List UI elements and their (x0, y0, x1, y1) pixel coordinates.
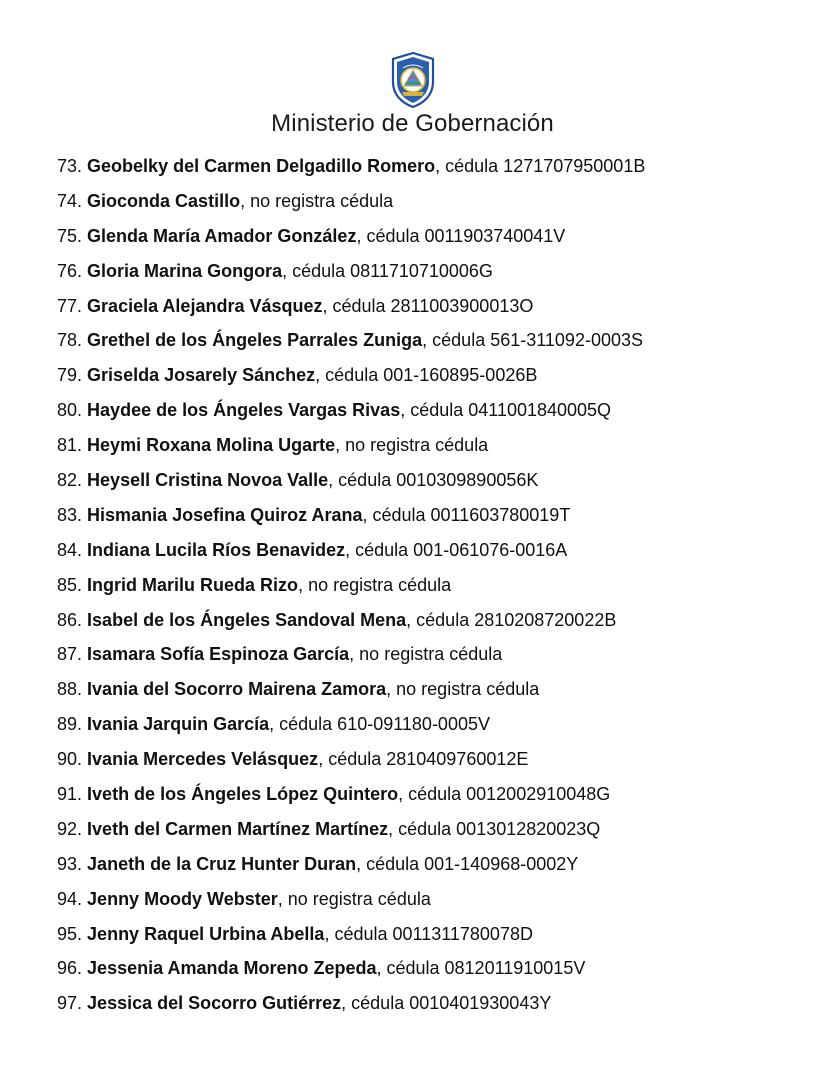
item-number: 87. (57, 644, 83, 665)
id-detail: , cédula 0411001840005Q (400, 400, 612, 421)
id-detail: , no registra cédula (277, 888, 431, 909)
person-name: Iveth de los Ángeles López Quintero (87, 784, 399, 805)
person-name: Griselda Josarely Sánchez (87, 365, 316, 386)
id-detail: , cédula 0011603780019T (362, 504, 571, 525)
id-detail: , cédula 001-160895-0026B (315, 365, 538, 386)
person-name: Indiana Lucila Ríos Benavidez (87, 539, 346, 560)
person-name: Ivania Jarquin García (87, 714, 270, 735)
item-number: 86. (57, 609, 83, 630)
item-number: 96. (57, 958, 83, 979)
person-name: Iveth del Carmen Martínez Martínez (87, 818, 389, 839)
id-detail: , cédula 2811003900013O (322, 295, 534, 316)
list-item (57, 884, 645, 919)
item-number: 82. (57, 470, 83, 491)
list-item (57, 535, 645, 570)
names-list (57, 151, 645, 1023)
id-detail: , cédula 561-311092-0003S (422, 330, 643, 351)
person-name: Jenny Raquel Urbina Abella (87, 923, 325, 944)
person-name: Glenda María Amador González (87, 225, 357, 246)
list-item (57, 988, 645, 1023)
list-item (57, 360, 645, 395)
item-number: 89. (57, 714, 83, 735)
id-detail: , no registra cédula (386, 679, 540, 700)
id-detail: , no registra cédula (349, 644, 503, 665)
item-number: 83. (57, 504, 83, 525)
list-item (57, 186, 645, 221)
list-item (57, 709, 645, 744)
list-item (57, 221, 645, 256)
id-detail: , cédula 0011903740041V (356, 225, 566, 246)
id-detail: , no registra cédula (240, 190, 394, 211)
person-name: Gloria Marina Gongora (87, 260, 283, 281)
id-detail: , cédula 001-061076-0016A (345, 539, 568, 560)
item-number: 88. (57, 679, 83, 700)
page-header (0, 52, 825, 138)
item-number: 94. (57, 888, 83, 909)
list-item (57, 500, 645, 535)
id-detail: , no registra cédula (298, 574, 452, 595)
person-name: Heysell Cristina Novoa Valle (87, 470, 329, 491)
item-number: 73. (57, 156, 83, 176)
item-number: 91. (57, 784, 83, 805)
item-number: 85. (57, 574, 83, 595)
person-name: Gioconda Castillo (87, 190, 241, 211)
id-detail: , cédula 1271707950001B (435, 156, 646, 176)
ministry-name: Ministerio de Gobernación (271, 110, 554, 137)
item-number: 77. (57, 295, 83, 316)
list-item (57, 430, 645, 465)
list-item (57, 849, 645, 884)
person-name: Jessica del Socorro Gutiérrez (87, 993, 342, 1014)
list-item (57, 674, 645, 709)
list-item (57, 325, 645, 360)
item-number: 93. (57, 853, 83, 874)
person-name: Haydee de los Ángeles Vargas Rivas (87, 400, 401, 421)
id-detail: , no registra cédula (335, 435, 489, 456)
list-item (57, 919, 645, 954)
person-name: Jessenia Amanda Moreno Zepeda (87, 958, 377, 979)
list-item (57, 639, 645, 674)
item-number: 79. (57, 365, 83, 386)
list-item (57, 151, 645, 186)
nicaragua-ministry-seal-icon (391, 52, 435, 108)
id-detail: , cédula 610-091180-0005V (269, 714, 490, 735)
person-name: Ivania del Socorro Mairena Zamora (87, 679, 387, 700)
id-detail: , cédula 001-140968-0002Y (356, 853, 579, 874)
person-name: Ivania Mercedes Velásquez (87, 749, 319, 770)
id-detail: , cédula 0013012820023Q (388, 818, 601, 839)
item-number: 75. (57, 225, 83, 246)
id-detail: , cédula 0010309890056K (328, 470, 539, 491)
list-item (57, 570, 645, 605)
person-name: Jenny Moody Webster (87, 888, 278, 909)
id-detail: , cédula 0012002910048G (398, 784, 611, 805)
person-name: Janeth de la Cruz Hunter Duran (87, 853, 357, 874)
item-number: 90. (57, 749, 83, 770)
list-item (57, 291, 645, 326)
item-number: 92. (57, 818, 83, 839)
person-name: Graciela Alejandra Vásquez (87, 295, 323, 316)
item-number: 78. (57, 330, 83, 351)
item-number: 97. (57, 993, 83, 1014)
item-number: 74. (57, 190, 83, 211)
id-detail: , cédula 0010401930043Y (341, 993, 552, 1014)
person-name: Geobelky del Carmen Delgadillo Romero (87, 156, 436, 176)
list-item (57, 465, 645, 500)
list-item (57, 779, 645, 814)
item-number: 84. (57, 539, 83, 560)
person-name: Ingrid Marilu Rueda Rizo (87, 574, 299, 595)
person-name: Hismania Josefina Quiroz Arana (87, 504, 363, 525)
item-number: 81. (57, 435, 83, 456)
list-item (57, 953, 645, 988)
list-item (57, 605, 645, 640)
list-item (57, 395, 645, 430)
person-name: Heymi Roxana Molina Ugarte (87, 435, 336, 456)
list-item (57, 744, 645, 779)
item-number: 95. (57, 923, 83, 944)
person-name: Isamara Sofía Espinoza García (87, 644, 350, 665)
list-item (57, 256, 645, 291)
id-detail: , cédula 2810208720022B (406, 609, 617, 630)
id-detail: , cédula 2810409760012E (318, 749, 529, 770)
id-detail: , cédula 0011311780078D (324, 923, 533, 944)
item-number: 80. (57, 400, 83, 421)
id-detail: , cédula 0812011910015V (376, 958, 586, 979)
list-item (57, 814, 645, 849)
item-number: 76. (57, 260, 83, 281)
person-name: Isabel de los Ángeles Sandoval Mena (87, 609, 407, 630)
person-name: Grethel de los Ángeles Parrales Zuniga (87, 330, 423, 351)
id-detail: , cédula 0811710710006G (282, 260, 493, 281)
